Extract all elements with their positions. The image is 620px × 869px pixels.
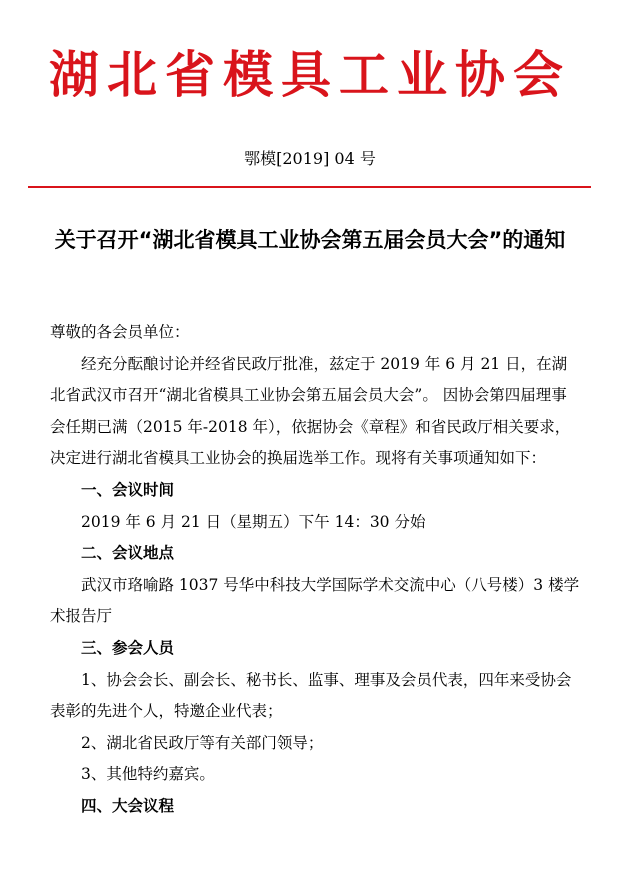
attendee-item: 2、湖北省民政厅等有关部门领导；: [81, 733, 324, 752]
document-body: [50, 317, 580, 823]
attendee-item: 3、其他特约嘉宾。: [81, 765, 215, 784]
document-number: 鄂模[2019] 04 号: [244, 149, 376, 168]
section-heading-location: 二、会议地点: [81, 544, 175, 563]
section-heading-attendees: 三、参会人员: [81, 638, 175, 657]
intro-paragraph: 经充分酝酿讨论并经省民政厅批准，兹定于 2019 年 6 月 21 日，在湖北省武汉市召开“湖北省模具工业协会第五届会员大会”。 因协会第四届理事会任期已满（2015 年-2018 年），依据协会《章程》和省民政厅相关要求，决定进行湖北省模具工业协会的换届选举工作。现将有关事项通知如下：: [50, 354, 571, 468]
section-heading-time: 一、会议时间: [81, 480, 175, 499]
section-heading-agenda: 四、大会议程: [81, 796, 175, 815]
attendee-item: 1、协会会长、副会长、秘书长、监事、理事及会员代表，四年来受协会表彰的先进个人，特邀企业代表；: [50, 670, 572, 721]
meeting-time-text: 2019 年 6 月 21 日（星期五）下午 14：30 分始: [81, 512, 426, 531]
notice-title: 关于召开“湖北省模具工业协会第五届会员大会”的通知: [54, 228, 566, 252]
organization-header-title: 湖北省模具工业协会: [49, 46, 571, 104]
salutation: 尊敬的各会员单位：: [50, 323, 190, 341]
meeting-location-text: 武汉市珞喻路 1037 号华中科技大学国际学术交流中心（八号楼）3 楼学术报告厅: [50, 575, 580, 626]
red-divider-line: [28, 186, 591, 188]
